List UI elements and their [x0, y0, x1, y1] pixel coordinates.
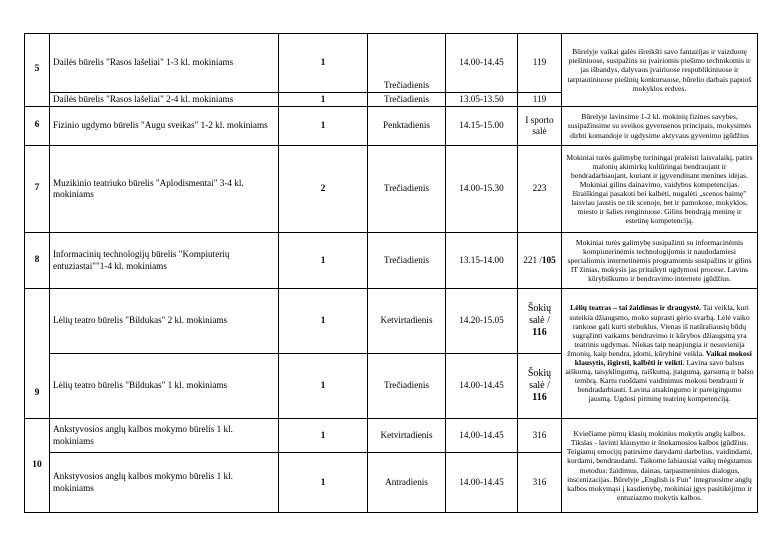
group-count: 1 — [279, 34, 368, 93]
group-count: 1 — [279, 93, 368, 107]
club-name: Dailės būrelis "Rasos lašeliai" 1-3 kl. mokiniams — [50, 34, 279, 93]
group-count: 1 — [279, 289, 368, 354]
description-bold: Vaikai mokosi klausytis, išgirsti, kalbėti ir veikti — [574, 348, 752, 368]
club-name: Fizinio ugdymo būrelis "Augu sveikas" 1-2 kl. mokiniams — [50, 107, 279, 146]
club-time: 13.05-13.50 — [446, 93, 518, 107]
club-day: Antradienis — [368, 453, 446, 513]
club-time: 14.00-15.30 — [446, 146, 518, 233]
club-time: 14.00-14.45 — [446, 419, 518, 453]
room-number-bold: 116 — [532, 392, 547, 404]
club-name: Dailės būrelis "Rasos lašeliai" 2-4 kl. mokiniams — [50, 93, 279, 107]
description-bold: Lėlių teatras – tai žaidimas ir draugystė. — [570, 303, 701, 313]
club-room — [518, 354, 562, 419]
club-room — [518, 233, 562, 289]
room-number-bold: 105 — [541, 254, 556, 265]
row-number: 8 — [25, 233, 50, 289]
club-description: Būrelyje lavinsime 1-2 kl. mokinių fizines savybes, susipažinsime su sveikos gyvensenos principais, mokysimės dirbti komandoje ir ugdysime aktyvaus gyvenimo įgūdžius — [562, 107, 758, 146]
room-name: Šokių salė / — [527, 302, 552, 326]
club-time: 14.00-14.45 — [446, 34, 518, 93]
club-room: 119 — [518, 93, 562, 107]
club-room: I sporto salė — [518, 107, 562, 146]
club-day: Ketvirtadienis — [368, 419, 446, 453]
club-time: 14.00-14.45 — [446, 453, 518, 513]
table-row — [25, 419, 758, 453]
club-day: Ketvirtadienis — [368, 289, 446, 354]
club-day: Trečiadienis — [368, 93, 446, 107]
table-row — [25, 233, 758, 289]
club-name: Informacinių technologijų būrelis "Kompiuterių entuziastai""1-4 kl. mokiniams — [50, 233, 279, 289]
club-day: Trečiadienis — [368, 354, 446, 419]
club-room — [518, 289, 562, 354]
club-time: 14.20-15.05 — [446, 289, 518, 354]
club-time: 13.15-14.00 — [446, 233, 518, 289]
group-count: 1 — [279, 453, 368, 513]
room-name: Šokių salė / — [527, 367, 552, 391]
club-day: Trečiadienis — [368, 233, 446, 289]
group-count: 1 — [279, 354, 368, 419]
row-number: 5 — [25, 34, 50, 107]
club-description — [562, 289, 758, 419]
row-number: 6 — [25, 107, 50, 146]
row-number: 9 — [25, 289, 50, 419]
group-count: 1 — [279, 107, 368, 146]
room-number: 221 / — [523, 254, 542, 265]
club-day: Trečiadienis — [368, 146, 446, 233]
club-name: Ankstyvosios anglų kalbos mokymo būrelis 1 kl. mokiniams — [50, 453, 279, 513]
description-text: Tai veikla, kuri suteikia džiaugsmo, moko suprasti gėrio svarbą. Lėlė vaiko rankose gali kurti stebuklus. Vienas iš natūraliausių būdų sugrąžinti vaikams bendravimo ir kūrybos džiaugsmą yra teatrinis ugdymas. Niekas taip neapjungia ir nesuvienija žmonių, kaip bendra, įdomi, kūrybinė veikla. — [567, 303, 750, 358]
club-day: Trečiadienis — [368, 34, 446, 93]
club-description: Mokiniai turės galimybę turiningai praleisti laisvalaikį, patirs malonių akimirkų kultūringai bendraujant ir bendradarbiaujant, kuriant ir įgyvendinant menines idėjas. Mokiniai gilins dainavimo, vaidybos kompetencijas. Išraiškingai pasakoti bei kalbėti, nugalėti „scenos baimę" laisviau jaustis ne tik scenoje, bet ir pamokose, mokyklos, miesto ir šalies renginiuose. Gilins bendrąją meninę ir estetinę kompetenciją. — [562, 146, 758, 233]
club-room: 316 — [518, 453, 562, 513]
table-row — [25, 107, 758, 146]
row-number: 7 — [25, 146, 50, 233]
club-name: Ankstyvosios anglų kalbos mokymo būrelis 1 kl. mokiniams — [50, 419, 279, 453]
club-room: 223 — [518, 146, 562, 233]
club-name: Lėlių teatro būrelis "Bildukas" 2 kl. mokiniams — [50, 289, 279, 354]
club-room: 316 — [518, 419, 562, 453]
club-name: Muzikinio teatriuko būrelis "Aplodismentai" 3-4 kl. mokiniams — [50, 146, 279, 233]
club-name: Lėlių teatro būrelis "Bildukas" 1 kl. mokiniams — [50, 354, 279, 419]
description-text: . Lavina savo balsus aiškumą, taisyklingumą, raiškumą, įtaigumą, garsumą ir balso tembrą. Kartu ruošdami vaidinimus mokosi bendrauti ir bendradarbiauti. Lavina atsakingumo ir pareigingumo jausmą. Ugdosi pirminę teatrinę kompetenciją. — [565, 358, 754, 404]
table-row — [25, 34, 758, 93]
club-description: Mokiniai turės galimybę susipažinti su informacinėmis kompiuterinėmis technologijomis ir naudodamiesi specialiomis internetinėmis programomis susipažins ir gilins IT žinias, mokysis jas pritaikyti ugdymosi procese. Lavins kūrybiškumo ir bendravimo internete įgūdžius. — [562, 233, 758, 289]
club-time: 14.00-14.45 — [446, 354, 518, 419]
club-day: Penktadienis — [368, 107, 446, 146]
row-number: 10 — [25, 419, 50, 513]
club-time: 14.15-15.00 — [446, 107, 518, 146]
group-count: 1 — [279, 419, 368, 453]
room-number-bold: 116 — [532, 327, 547, 339]
group-count: 2 — [279, 146, 368, 233]
club-description: Kviečiame pirmų klasių mokinius mokytis anglų kalbos. Tikslas - lavinti klausymo ir šnekamosios kalbos įgūdžius. Teigiamų emocijų patirsime darydami darbelius, vaidindami, kurdami, bendraudami. Taikome labiausiai vaikų mėgstamus metodus: žaidimus, dainas, tarpasmeninius dialogus, inscenizacijas. Būrelyje „English is Fun" integruosime anglų kalbos mokymąsi į kasdienybę, mokiniai įgys pasitikėjimo ir entuziazmo mokytis kalbos. — [562, 419, 758, 513]
club-room: 119 — [518, 34, 562, 93]
club-description: Būrelyje vaikai galės išreikšti savo fantazijas ir vaizduotę piešiniuose, susipažins su įvairiomis piešimo technikomis ir jas išbandys, dalyvaus įvairiuose respublikiniuose ir tarptautiniuose piešinių konkursuose, būrelio darbais papuoš mokyklos erdves. — [562, 34, 758, 107]
group-count: 1 — [279, 233, 368, 289]
table-row — [25, 289, 758, 354]
clubs-table — [24, 33, 758, 513]
table-row — [25, 146, 758, 233]
